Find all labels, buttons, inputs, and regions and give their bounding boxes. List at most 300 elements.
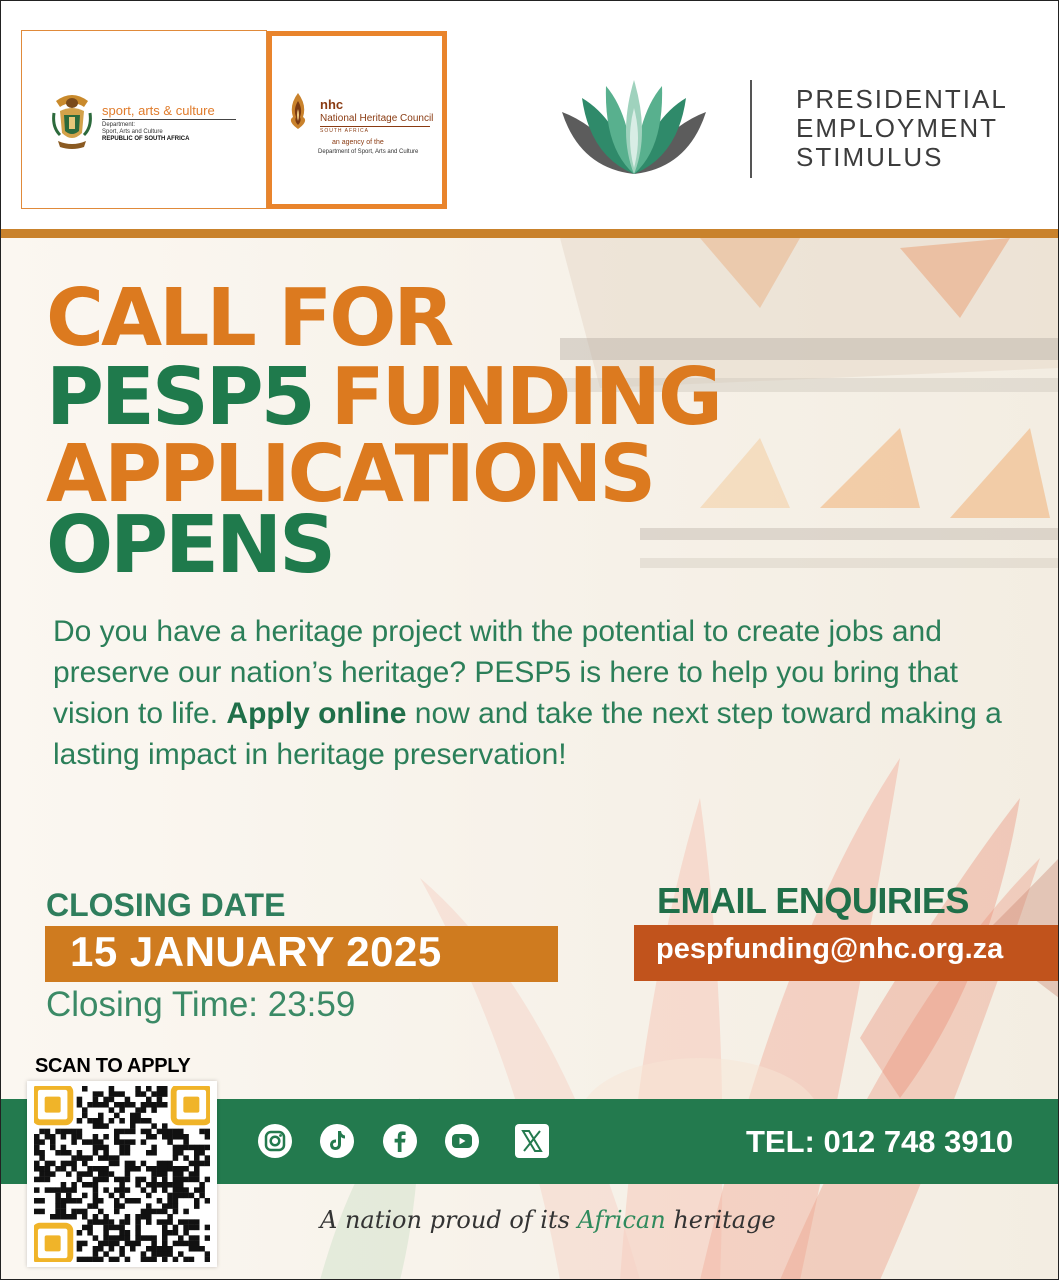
qr-module	[157, 1251, 163, 1257]
qr-module	[141, 1161, 147, 1167]
qr-module	[39, 1209, 45, 1215]
qr-module	[82, 1086, 88, 1092]
qr-module	[141, 1107, 147, 1113]
qr-module	[61, 1161, 67, 1167]
qr-module	[125, 1166, 131, 1172]
qr-module	[55, 1187, 61, 1193]
qr-module	[45, 1171, 51, 1177]
qr-module	[199, 1246, 205, 1252]
qr-module	[205, 1251, 210, 1257]
qr-module	[34, 1198, 40, 1204]
qr-module	[125, 1219, 131, 1225]
qr-module	[61, 1134, 67, 1140]
headline-pesp5: PESP5	[46, 351, 313, 443]
qr-module	[183, 1139, 189, 1145]
nhc-logo	[267, 31, 447, 209]
qr-module	[66, 1214, 72, 1220]
qr-module	[82, 1107, 88, 1113]
qr-module	[141, 1091, 147, 1097]
qr-module	[151, 1182, 157, 1188]
qr-module	[130, 1113, 136, 1119]
qr-module	[87, 1155, 93, 1161]
qr-module	[141, 1129, 147, 1135]
nhc-abbreviation: nhc	[320, 97, 344, 112]
qr-module	[103, 1145, 109, 1151]
qr-module	[34, 1145, 40, 1151]
qr-module	[151, 1134, 157, 1140]
qr-module	[93, 1203, 99, 1209]
youtube-icon[interactable]	[444, 1123, 480, 1159]
qr-module	[71, 1161, 77, 1167]
qr-module	[135, 1118, 141, 1124]
qr-module	[178, 1145, 184, 1151]
qr-module	[45, 1161, 51, 1167]
qr-module	[109, 1171, 115, 1177]
qr-module	[98, 1113, 104, 1119]
qr-module	[82, 1257, 88, 1262]
qr-module	[114, 1161, 120, 1167]
qr-module	[66, 1150, 72, 1156]
qr-module	[183, 1187, 189, 1193]
qr-module	[98, 1118, 104, 1124]
header-rule	[0, 229, 1059, 238]
qr-module	[183, 1209, 189, 1215]
qr-module	[189, 1193, 195, 1199]
qr-module	[61, 1203, 67, 1209]
qr-module	[157, 1161, 163, 1167]
qr-module	[130, 1246, 136, 1252]
qr-module	[173, 1150, 179, 1156]
qr-module	[119, 1219, 125, 1225]
qr-module	[162, 1129, 168, 1135]
qr-module	[98, 1145, 104, 1151]
qr-module	[183, 1193, 189, 1199]
qr-module	[71, 1209, 77, 1215]
qr-module	[194, 1198, 200, 1204]
qr-module	[194, 1155, 200, 1161]
qr-module	[146, 1129, 152, 1135]
qr-module	[109, 1225, 115, 1231]
qr-module	[77, 1230, 83, 1236]
qr-module	[119, 1145, 125, 1151]
qr-module	[93, 1097, 99, 1103]
qr-module	[162, 1241, 168, 1247]
qr-module	[77, 1097, 83, 1103]
qr-module	[55, 1166, 61, 1172]
qr-module	[61, 1187, 67, 1193]
qr-module	[125, 1241, 131, 1247]
qr-module	[141, 1209, 147, 1215]
x-icon[interactable]	[514, 1123, 550, 1159]
qr-module	[103, 1150, 109, 1156]
qr-module	[61, 1198, 67, 1204]
qr-module	[77, 1134, 83, 1140]
qr-module	[183, 1166, 189, 1172]
qr-module	[82, 1193, 88, 1199]
qr-module	[173, 1177, 179, 1183]
qr-module	[114, 1091, 120, 1097]
qr-module	[93, 1139, 99, 1145]
qr-module	[66, 1198, 72, 1204]
qr-module	[98, 1177, 104, 1183]
qr-module	[93, 1118, 99, 1124]
qr-module	[119, 1129, 125, 1135]
qr-module	[66, 1171, 72, 1177]
qr-module	[141, 1257, 147, 1262]
qr-module	[183, 1155, 189, 1161]
qr-module	[189, 1177, 195, 1183]
qr-module	[98, 1219, 104, 1225]
qr-module	[157, 1182, 163, 1188]
qr-module	[77, 1155, 83, 1161]
qr-module	[114, 1113, 120, 1119]
qr-module	[173, 1182, 179, 1188]
closing-date-value: 15 JANUARY 2025	[70, 928, 442, 975]
divider	[750, 80, 752, 178]
qr-module	[189, 1241, 195, 1247]
qr-module	[178, 1166, 184, 1172]
qr-module	[109, 1246, 115, 1252]
dsac-country: REPUBLIC OF SOUTH AFRICA	[102, 136, 190, 142]
qr-module	[199, 1182, 205, 1188]
qr-module	[109, 1257, 115, 1262]
qr-module	[157, 1166, 163, 1172]
qr-module	[82, 1139, 88, 1145]
qr-module	[119, 1251, 125, 1257]
qr-module	[82, 1209, 88, 1215]
pes-line-3: STIMULUS	[796, 142, 944, 172]
qr-module	[167, 1230, 173, 1236]
qr-module	[173, 1145, 179, 1151]
qr-module	[157, 1198, 163, 1204]
qr-module	[141, 1139, 147, 1145]
qr-module	[178, 1129, 184, 1135]
qr-module	[98, 1257, 104, 1262]
qr-module	[146, 1102, 152, 1108]
qr-module	[205, 1155, 210, 1161]
qr-module	[205, 1235, 210, 1241]
apply-online-emphasis: Apply online	[226, 697, 407, 730]
qr-module	[87, 1203, 93, 1209]
qr-module	[103, 1235, 109, 1241]
qr-module	[93, 1193, 99, 1199]
closing-time: Closing Time: 23:59	[46, 985, 356, 1024]
qr-module	[173, 1209, 179, 1215]
qr-module	[130, 1241, 136, 1247]
qr-module	[162, 1235, 168, 1241]
qr-module	[82, 1214, 88, 1220]
qr-module	[66, 1193, 72, 1199]
qr-module	[103, 1219, 109, 1225]
qr-module	[93, 1102, 99, 1108]
qr-module	[199, 1145, 205, 1151]
qr-module	[178, 1177, 184, 1183]
qr-module	[114, 1257, 120, 1262]
qr-module	[157, 1086, 163, 1092]
qr-module	[125, 1235, 131, 1241]
qr-module	[167, 1214, 173, 1220]
qr-module	[93, 1246, 99, 1252]
qr-module	[77, 1241, 83, 1247]
qr-module	[205, 1161, 210, 1167]
qr-module	[194, 1161, 200, 1167]
qr-module	[194, 1246, 200, 1252]
email-address-link[interactable]: pespfunding@nhc.org.za	[656, 933, 1004, 965]
qr-module	[82, 1225, 88, 1231]
qr-module	[135, 1235, 141, 1241]
qr-module	[130, 1198, 136, 1204]
qr-module	[50, 1134, 56, 1140]
qr-module	[162, 1219, 168, 1225]
qr-module	[119, 1107, 125, 1113]
qr-module	[162, 1171, 168, 1177]
qr-module	[194, 1225, 200, 1231]
qr-module	[45, 1134, 51, 1140]
qr-module	[77, 1209, 83, 1215]
qr-module	[162, 1086, 168, 1092]
qr-module	[130, 1102, 136, 1108]
qr-module	[183, 1134, 189, 1140]
qr-module	[183, 1241, 189, 1247]
pes-line-1: PRESIDENTIAL	[796, 84, 1008, 114]
qr-module	[103, 1155, 109, 1161]
qr-module	[87, 1182, 93, 1188]
qr-module	[183, 1230, 189, 1236]
qr-module	[135, 1086, 141, 1092]
qr-module	[135, 1219, 141, 1225]
qr-module	[98, 1091, 104, 1097]
qr-module	[109, 1235, 115, 1241]
qr-module	[82, 1241, 88, 1247]
qr-module	[167, 1219, 173, 1225]
qr-module	[173, 1155, 179, 1161]
headline-line-1: CALL FOR	[46, 272, 452, 364]
qr-module	[87, 1219, 93, 1225]
qr-module	[45, 1129, 51, 1135]
qr-module	[205, 1145, 210, 1151]
qr-module	[114, 1203, 120, 1209]
qr-module	[109, 1155, 115, 1161]
headline-line-3: APPLICATIONS	[46, 428, 654, 520]
qr-module	[173, 1225, 179, 1231]
qr-code-card[interactable]	[27, 1081, 217, 1267]
qr-module	[173, 1230, 179, 1236]
qr-module	[151, 1171, 157, 1177]
qr-module	[55, 1214, 61, 1220]
qr-module	[173, 1171, 179, 1177]
qr-module	[119, 1246, 125, 1252]
qr-module	[167, 1246, 173, 1252]
qr-module	[119, 1182, 125, 1188]
tiktok-icon[interactable]	[319, 1123, 355, 1159]
qr-module	[141, 1187, 147, 1193]
qr-module	[194, 1241, 200, 1247]
qr-module	[50, 1187, 56, 1193]
qr-module	[162, 1209, 168, 1215]
qr-module	[119, 1187, 125, 1193]
body-text-before: Do you have a heritage project with the potential to create jobs and preserve our nation’s heritage? PESP5 is here to help you bring that vision to life.	[53, 615, 959, 730]
qr-module	[141, 1251, 147, 1257]
qr-module	[93, 1166, 99, 1172]
qr-module	[119, 1235, 125, 1241]
qr-module	[151, 1145, 157, 1151]
qr-module	[39, 1155, 45, 1161]
qr-module	[66, 1187, 72, 1193]
qr-module	[71, 1129, 77, 1135]
divider	[320, 126, 430, 127]
tagline-highlight: African	[577, 1206, 666, 1234]
qr-module	[87, 1102, 93, 1108]
qr-module	[125, 1102, 131, 1108]
qr-module	[146, 1134, 152, 1140]
qr-module	[103, 1230, 109, 1236]
qr-module	[50, 1145, 56, 1151]
qr-module	[189, 1171, 195, 1177]
qr-module	[114, 1225, 120, 1231]
qr-module	[130, 1166, 136, 1172]
qr-module	[39, 1129, 45, 1135]
qr-module	[151, 1166, 157, 1172]
dsac-department	[102, 122, 163, 136]
qr-module	[114, 1209, 120, 1215]
qr-module	[194, 1171, 200, 1177]
qr-module	[61, 1145, 67, 1151]
qr-module	[125, 1198, 131, 1204]
qr-module	[61, 1209, 67, 1215]
qr-module	[162, 1251, 168, 1257]
qr-module	[93, 1251, 99, 1257]
qr-module	[93, 1214, 99, 1220]
qr-module	[162, 1177, 168, 1183]
qr-module	[55, 1198, 61, 1204]
qr-module	[34, 1209, 40, 1215]
qr-module	[55, 1203, 61, 1209]
body-text-after: now and take the next step toward making a lasting impact in heritage preservation!	[53, 697, 1002, 771]
qr-module	[162, 1257, 168, 1262]
qr-module	[109, 1241, 115, 1247]
qr-module	[114, 1134, 120, 1140]
nhc-country: SOUTH AFRICA	[320, 128, 369, 134]
qr-module	[87, 1230, 93, 1236]
facebook-icon[interactable]	[382, 1123, 418, 1159]
qr-module	[205, 1134, 210, 1140]
qr-module	[135, 1230, 141, 1236]
qr-module	[135, 1091, 141, 1097]
qr-module	[114, 1139, 120, 1145]
email-enquiries-label: EMAIL ENQUIRIES	[657, 880, 969, 921]
instagram-icon[interactable]	[257, 1123, 293, 1159]
qr-module	[183, 1257, 189, 1262]
qr-module	[173, 1166, 179, 1172]
qr-module	[98, 1155, 104, 1161]
qr-module	[135, 1182, 141, 1188]
headline-funding: FUNDING	[330, 351, 720, 443]
qr-module	[157, 1102, 163, 1108]
qr-module	[151, 1209, 157, 1215]
qr-module	[93, 1182, 99, 1188]
qr-module	[45, 1166, 51, 1172]
qr-module	[178, 1193, 184, 1199]
qr-module	[162, 1230, 168, 1236]
qr-module	[125, 1139, 131, 1145]
qr-module	[119, 1225, 125, 1231]
qr-module	[103, 1102, 109, 1108]
qr-module	[98, 1198, 104, 1204]
qr-module	[55, 1193, 61, 1199]
qr-module	[146, 1257, 152, 1262]
qr-module	[93, 1219, 99, 1225]
qr-module	[178, 1241, 184, 1247]
qr-module	[189, 1161, 195, 1167]
qr-module	[173, 1241, 179, 1247]
qr-module	[34, 1177, 40, 1183]
qr-module	[194, 1203, 200, 1209]
qr-module	[34, 1166, 40, 1172]
qr-module	[71, 1134, 77, 1140]
qr-module	[93, 1198, 99, 1204]
qr-module	[103, 1134, 109, 1140]
qr-module	[205, 1198, 210, 1204]
qr-module	[157, 1091, 163, 1097]
qr-module	[178, 1150, 184, 1156]
qr-module	[103, 1166, 109, 1172]
qr-module	[167, 1203, 173, 1209]
pes-wordmark	[796, 85, 1036, 172]
qr-module	[71, 1214, 77, 1220]
qr-module	[103, 1225, 109, 1231]
qr-module	[151, 1107, 157, 1113]
qr-module	[50, 1214, 56, 1220]
qr-module	[119, 1102, 125, 1108]
qr-module	[119, 1118, 125, 1124]
qr-module	[98, 1123, 104, 1129]
qr-module	[93, 1091, 99, 1097]
qr-module	[146, 1209, 152, 1215]
telephone-number[interactable]: TEL: 012 748 3910	[746, 1124, 1014, 1159]
qr-module	[34, 1134, 40, 1140]
qr-module	[141, 1177, 147, 1183]
qr-module	[34, 1150, 40, 1156]
qr-code[interactable]	[34, 1086, 210, 1262]
closing-date-label: CLOSING DATE	[46, 887, 286, 923]
qr-module	[71, 1198, 77, 1204]
qr-module	[135, 1107, 141, 1113]
qr-module	[183, 1225, 189, 1231]
qr-module	[93, 1257, 99, 1262]
qr-module	[98, 1102, 104, 1108]
qr-module	[55, 1209, 61, 1215]
qr-module	[109, 1118, 115, 1124]
scan-to-apply-label: SCAN TO APPLY	[35, 1055, 191, 1077]
qr-module	[77, 1177, 83, 1183]
flame-icon	[285, 91, 311, 131]
dsac-name: sport, arts & culture	[102, 103, 215, 118]
qr-module	[39, 1166, 45, 1172]
qr-module	[45, 1187, 51, 1193]
qr-module	[157, 1097, 163, 1103]
qr-module	[50, 1139, 56, 1145]
qr-module	[77, 1102, 83, 1108]
qr-module	[50, 1171, 56, 1177]
qr-module	[205, 1129, 210, 1135]
qr-module	[114, 1177, 120, 1183]
qr-module	[103, 1187, 109, 1193]
qr-module	[82, 1161, 88, 1167]
qr-module	[162, 1134, 168, 1140]
qr-module	[87, 1225, 93, 1231]
nhc-full-name: National Heritage Council	[320, 113, 434, 124]
qr-module	[173, 1198, 179, 1204]
